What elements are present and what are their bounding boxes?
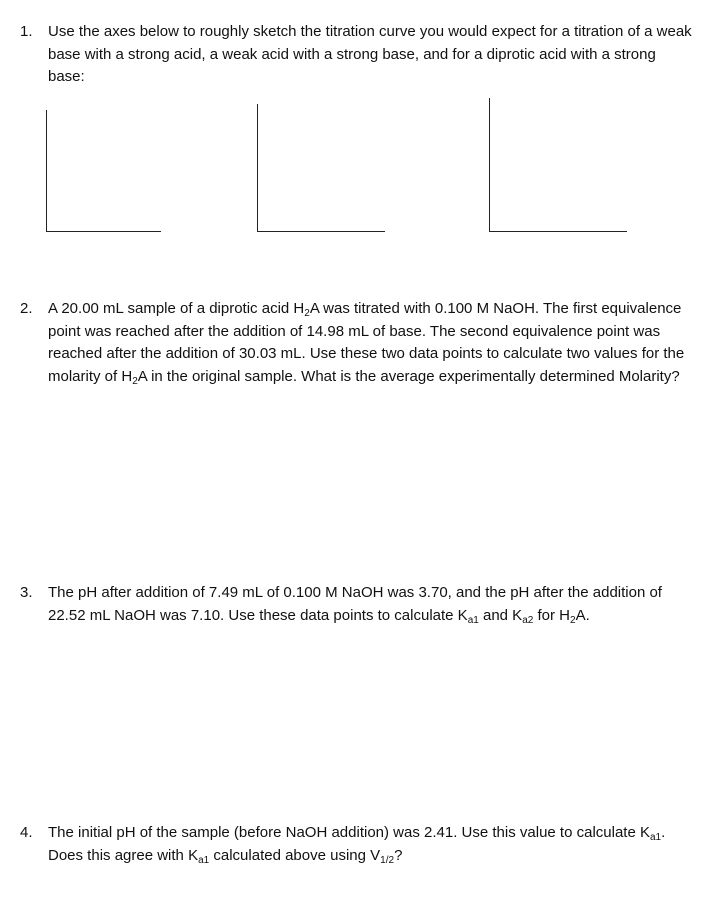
question-4-text: The initial pH of the sample (before NaOH addition) was 2.41. Use this value to calculate $K_{a1}$. Does this agree with $K_{a1}$ calculated above using $V_{1/2}$? xyxy=(48,824,666,866)
question-1-number: 1. xyxy=(20,23,33,40)
question-1-text: Use the axes below to roughly sketch the titration curve you would expect for a titration of a weak base with a strong acid, a weak acid with a strong base, and for a diprotic acid with a strong base: xyxy=(48,23,692,85)
question-3-text: The pH after addition of 7.49 mL of 0.100 M NaOH was 3.70, and the pH after the addition of 22.52 mL NaOH was 7.10. Use these data points to calculate $K_{a1}$ and $K_{a2}$ for $H_2A$. xyxy=(48,584,662,626)
question-4-number: 4. xyxy=(20,824,33,841)
blank-axes-3 xyxy=(489,98,627,232)
question-1 xyxy=(20,21,696,89)
question-2 xyxy=(20,298,696,388)
question-2-text: A 20.00 mL sample of a diprotic acid $H_2A$ was titrated with 0.100 M NaOH. The first equivalence point was reached after the addition of 14.98 mL of base. The second equivalence point was reached after the addition of 30.03 mL. Use these two data points to calculate two values for the molarity of $H_2A$ in the original sample. What is the average experimentally determined Molarity? xyxy=(48,300,685,387)
question-4 xyxy=(20,822,696,867)
blank-axes-2 xyxy=(257,104,385,232)
question-3-number: 3. xyxy=(20,584,33,601)
question-2-number: 2. xyxy=(20,300,33,317)
question-3 xyxy=(20,582,696,627)
blank-axes-1 xyxy=(46,110,161,232)
